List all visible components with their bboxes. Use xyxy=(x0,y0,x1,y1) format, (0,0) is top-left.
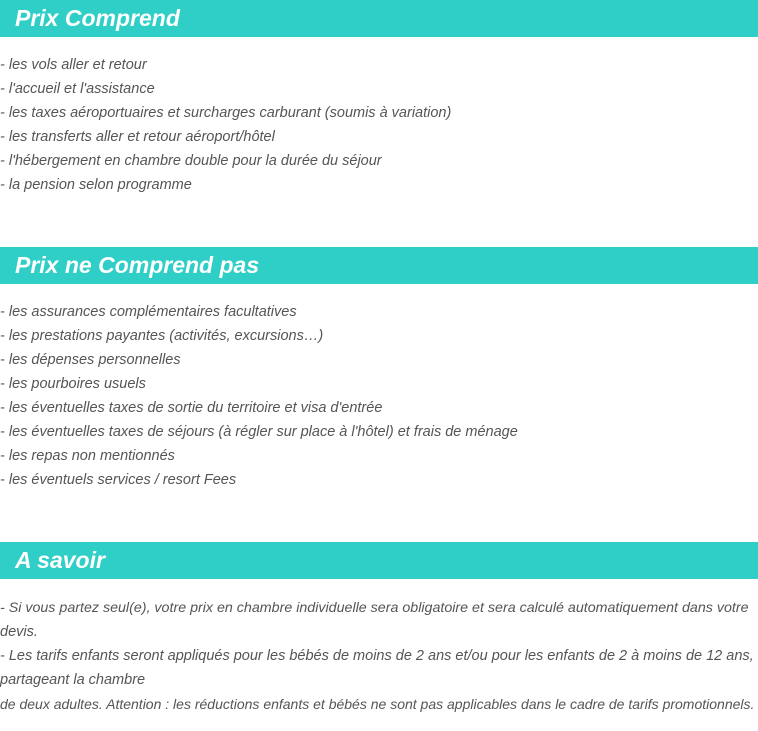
section-header-prix-comprend xyxy=(0,0,758,37)
list-item: - les vols aller et retour xyxy=(0,57,147,73)
list-item: - les transferts aller et retour aéroport/hôtel xyxy=(0,129,275,145)
list-item: - la pension selon programme xyxy=(0,177,192,193)
list-item: - les assurances complémentaires facultatives xyxy=(0,304,297,320)
info-paragraph xyxy=(0,596,756,716)
section-header-prix-ne-comprend-pas xyxy=(0,247,758,284)
list-item: - les éventuelles taxes de sortie du territoire et visa d'entrée xyxy=(0,400,383,416)
paragraph-line: - Si vous partez seul(e), votre prix en chambre individuelle sera obligatoire et sera calculé automatiquement dans votre xyxy=(0,600,749,616)
list-item: - les prestations payantes (activités, excursions…) xyxy=(0,328,324,344)
paragraph-line: - Les tarifs enfants seront appliqués pour les bébés de moins de 2 ans et/ou pour les enfants de 2 à moins de 12 ans, xyxy=(0,648,754,664)
list-item: - les éventuels services / resort Fees xyxy=(0,472,237,488)
list-item: - les repas non mentionnés xyxy=(0,448,175,464)
paragraph-line: de deux adultes. Attention : les réductions enfants et bébés ne sont pas applicables dans le cadre de tarifs promotionnels. xyxy=(0,696,755,712)
list-item: - les éventuelles taxes de séjours (à régler sur place à l'hôtel) et frais de ménage xyxy=(0,424,518,440)
paragraph-line: partageant la chambre xyxy=(0,672,146,688)
list-item: - l'accueil et l'assistance xyxy=(0,81,155,97)
section-title: A savoir xyxy=(15,547,105,573)
list-item: - les taxes aéroportuaires et surcharges carburant (soumis à variation) xyxy=(0,105,452,121)
section-title: Prix ne Comprend pas xyxy=(15,252,260,278)
list-item: - les pourboires usuels xyxy=(0,376,146,392)
section-header-a-savoir xyxy=(0,542,758,579)
list-item: - l'hébergement en chambre double pour la durée du séjour xyxy=(0,153,382,169)
paragraph-line: devis. xyxy=(0,624,38,640)
excluded-list xyxy=(0,300,758,492)
list-item: - les dépenses personnelles xyxy=(0,352,181,368)
included-list xyxy=(0,53,758,197)
section-title: Prix Comprend xyxy=(15,5,180,31)
